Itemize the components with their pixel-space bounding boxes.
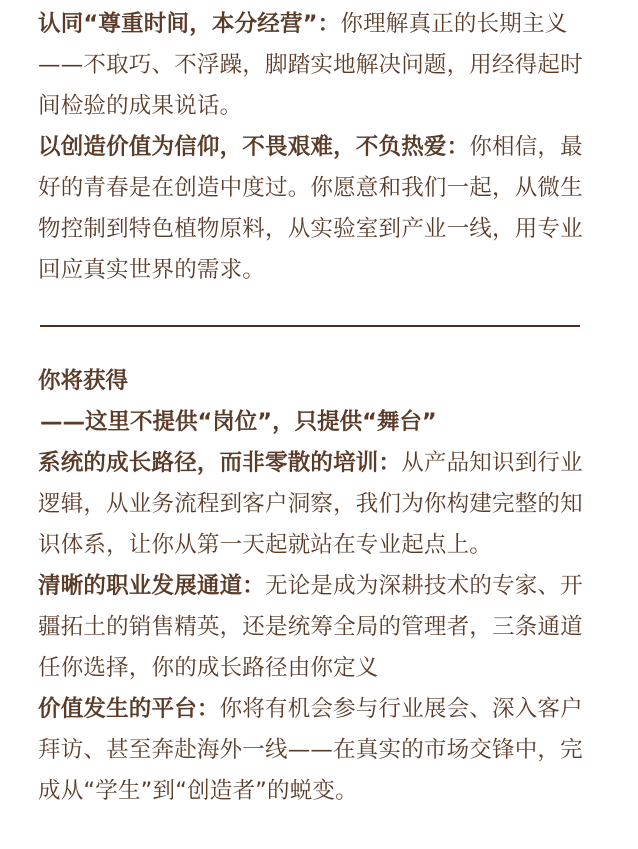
values-paragraph-long-termism bbox=[38, 4, 600, 127]
values-paragraph-create-value bbox=[38, 127, 600, 291]
values-paragraph-create-value-title: 以创造价值为信仰，不畏艰难，不负热爱： bbox=[38, 134, 470, 160]
values-paragraph-long-termism-title: 认同“尊重时间，本分经营”： bbox=[38, 11, 341, 37]
benefit-paragraph-career-channel-title: 清晰的职业发展通道： bbox=[38, 573, 266, 599]
section-divider bbox=[40, 325, 580, 327]
section-subheading-stage: ——这里不提供“岗位”，只提供“舞台” bbox=[40, 409, 437, 435]
values-paragraph-long-termism-text: 你理解真正的长期主义——不取巧、不浮躁，脚踏实地解决问题，用经得起时间检验的成果说话。 bbox=[38, 11, 583, 119]
benefit-paragraph-platform bbox=[38, 689, 600, 812]
benefit-paragraph-growth-path-title: 系统的成长路径，而非零散的培训： bbox=[38, 450, 402, 476]
benefit-paragraph-career-channel-text: 无论是成为深耕技术的专家、开疆拓土的销售精英，还是统筹全局的管理者，三条通道任你选择，你的成长路径由你定义 bbox=[38, 573, 583, 681]
benefit-paragraph-career-channel bbox=[38, 566, 600, 689]
section-heading-benefits: 你将获得 bbox=[38, 368, 129, 394]
benefit-paragraph-platform-text: 你将有机会参与行业展会、深入客户拜访、甚至奔赴海外一线——在真实的市场交锋中，完成从“学生”到“创造者”的蜕变。 bbox=[38, 696, 583, 804]
benefit-paragraph-growth-path-text: 从产品知识到行业逻辑，从业务流程到客户洞察，我们为你构建完整的知识体系，让你从第一天起就站在专业起点上。 bbox=[38, 450, 583, 558]
benefit-paragraph-growth-path bbox=[38, 443, 600, 566]
benefit-paragraph-platform-title: 价值发生的平台： bbox=[38, 696, 220, 722]
values-paragraph-create-value-text: 你相信，最好的青春是在创造中度过。你愿意和我们一起，从微生物控制到特色植物原料，从实验室到产业一线，用专业回应真实世界的需求。 bbox=[38, 134, 583, 283]
